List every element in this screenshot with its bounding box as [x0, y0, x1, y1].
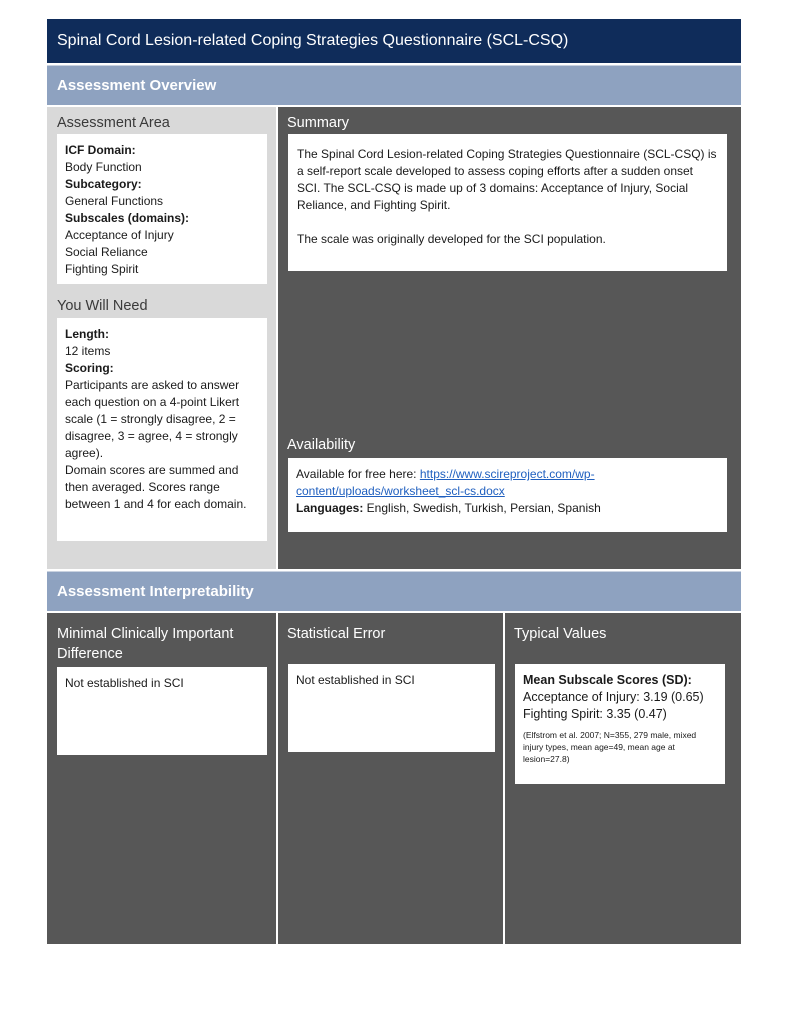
fighting-spirit-score: Fighting Spirit: 3.35 (0.47) [523, 707, 667, 721]
mean-scores-heading: Mean Subscale Scores (SD): [523, 673, 692, 687]
mcid-text: Not established in SCI [65, 676, 184, 690]
languages-label: Languages: [296, 501, 364, 515]
statistical-error-title: Statistical Error [287, 626, 386, 642]
acceptance-score: Acceptance of Injury: 3.19 (0.65) [523, 690, 704, 704]
subscales-label: Subscales (domains): [65, 211, 190, 225]
length-label: Length: [65, 327, 109, 341]
mcid-title: Minimal Clinically Important Difference [57, 626, 234, 662]
summary-paragraph: The Spinal Cord Lesion-related Coping Strategies Questionnaire (SCL-CSQ) is a self-report scale developed to assess coping efforts after a sudden onset SCI. The SCL-CSQ is made up of 3 domains: Acceptance of Injury, Social Reliance, and Fighting Spirit. [297, 147, 717, 212]
summary-card [288, 134, 727, 271]
you-will-need-card [57, 318, 267, 541]
typical-values-card [515, 664, 725, 784]
summary-title: Summary [287, 115, 350, 131]
citation-text: (Elfstrom et al. 2007; N=355, 279 male, mixed injury types, mean age=49, mean age at lesion=27.8) [523, 730, 697, 764]
assessment-area-title: Assessment Area [57, 115, 170, 131]
statistical-error-text: Not established in SCI [296, 673, 415, 687]
languages-value: English, Swedish, Turkish, Persian, Spanish [363, 501, 601, 515]
assessment-area-card [57, 134, 267, 284]
typical-values-title: Typical Values [514, 626, 607, 642]
summary-paragraph: The scale was originally developed for the SCI population. [297, 232, 606, 246]
availability-title: Availability [287, 437, 356, 453]
availability-intro: Available for free here: [296, 467, 420, 481]
scoring-label: Scoring: [65, 361, 114, 375]
assessment-interpretability-header: Assessment Interpretability [47, 571, 741, 611]
you-will-need-title: You Will Need [57, 298, 148, 314]
statistical-error-panel [278, 613, 503, 944]
icf-domain-value: Body Function [65, 160, 142, 174]
subcategory-label: Subcategory: [65, 177, 142, 191]
length-value: 12 items [65, 344, 111, 358]
subcategory-value: General Functions [65, 194, 164, 208]
scoring-text: Participants are asked to answer each question on a 4-point Likert scale (1 = strongly disagree, 2 = disagree, 3 = agree, 4 = strongly agree). [65, 378, 240, 460]
statistical-error-card [288, 664, 495, 752]
icf-domain-label: ICF Domain: [65, 143, 136, 157]
mcid-card [57, 667, 267, 755]
availability-card [288, 458, 727, 532]
scoring-text: Domain scores are summed and then averaged. Scores range between 1 and 4 for each domain. [65, 463, 247, 511]
subscale-item: Fighting Spirit [65, 262, 139, 276]
subscale-item: Acceptance of Injury [65, 228, 174, 242]
subscale-item: Social Reliance [65, 245, 148, 259]
assessment-overview-header: Assessment Overview [47, 65, 741, 105]
worksheet-download-link[interactable]: https://www.scireproject.com/wp-content/uploads/worksheet_scl-cs.docx [296, 467, 595, 498]
page-title: Spinal Cord Lesion-related Coping Strategies Questionnaire (SCL-CSQ) [47, 19, 741, 63]
